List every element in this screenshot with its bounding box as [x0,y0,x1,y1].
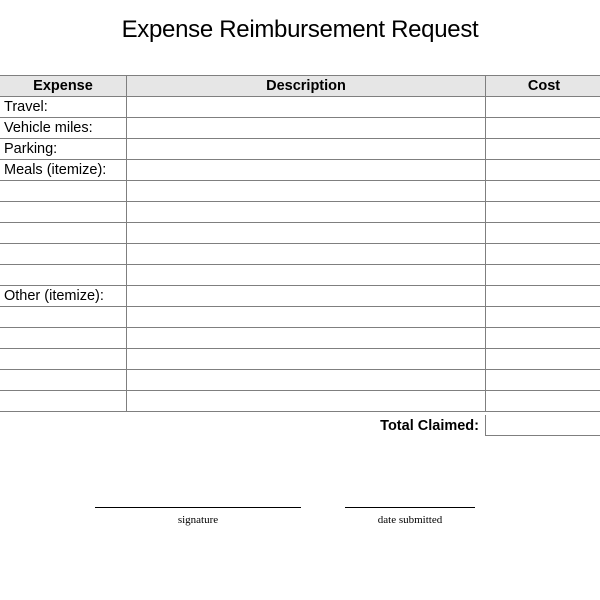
cost-cell[interactable] [486,265,600,286]
cost-cell[interactable] [486,307,600,328]
column-header-expense: Expense [0,76,127,97]
total-row [0,415,600,437]
description-cell[interactable] [127,139,486,160]
expense-cell [0,370,127,391]
date-submitted-label: date submitted [377,514,443,526]
expense-cell: Parking: [0,139,127,160]
description-cell[interactable] [127,181,486,202]
cost-cell[interactable] [486,97,600,118]
expense-cell: Meals (itemize): [0,160,127,181]
description-cell[interactable] [127,286,486,307]
column-header-description: Description [127,76,486,97]
table-row [0,160,600,181]
table-row [0,97,600,118]
table-row [0,307,600,328]
table-row [0,244,600,265]
cost-cell[interactable] [486,244,600,265]
description-cell[interactable] [127,265,486,286]
cost-cell[interactable] [486,349,600,370]
description-cell[interactable] [127,244,486,265]
expense-cell [0,244,127,265]
expense-cell [0,202,127,223]
description-cell[interactable] [127,118,486,139]
description-cell[interactable] [127,328,486,349]
table-row [0,118,600,139]
table-body [0,97,600,412]
expense-cell: Travel: [0,97,127,118]
expense-cell: Vehicle miles: [0,118,127,139]
table-row [0,139,600,160]
description-cell[interactable] [127,307,486,328]
cost-cell[interactable] [486,160,600,181]
table-header-row [0,76,600,97]
expense-cell [0,349,127,370]
description-cell[interactable] [127,223,486,244]
table-row [0,391,600,412]
table-row [0,265,600,286]
expense-cell [0,307,127,328]
expense-cell: Other (itemize): [0,286,127,307]
table-row [0,181,600,202]
form-title: Expense Reimbursement Request [121,16,479,43]
cost-cell[interactable] [486,223,600,244]
table-row [0,328,600,349]
cost-cell[interactable] [486,286,600,307]
cost-cell[interactable] [486,391,600,412]
expense-table [0,75,600,412]
description-cell[interactable] [127,97,486,118]
expense-cell [0,223,127,244]
signature-line[interactable] [95,507,301,508]
table-row [0,202,600,223]
description-cell[interactable] [127,370,486,391]
table-row [0,349,600,370]
table-row [0,223,600,244]
table-row [0,286,600,307]
description-cell[interactable] [127,391,486,412]
expense-cell [0,181,127,202]
date-submitted-line[interactable] [345,507,475,508]
description-cell[interactable] [127,160,486,181]
cost-cell[interactable] [486,118,600,139]
description-cell[interactable] [127,202,486,223]
description-cell[interactable] [127,349,486,370]
expense-cell [0,391,127,412]
total-claimed-label: Total Claimed: [380,418,479,434]
cost-cell[interactable] [486,370,600,391]
expense-cell [0,265,127,286]
signature-label: signature [177,514,219,526]
column-header-cost: Cost [486,76,600,97]
table-row [0,370,600,391]
cost-cell[interactable] [486,328,600,349]
expense-cell [0,328,127,349]
cost-cell[interactable] [486,202,600,223]
total-claimed-field[interactable] [485,415,600,436]
cost-cell[interactable] [486,139,600,160]
cost-cell[interactable] [486,181,600,202]
